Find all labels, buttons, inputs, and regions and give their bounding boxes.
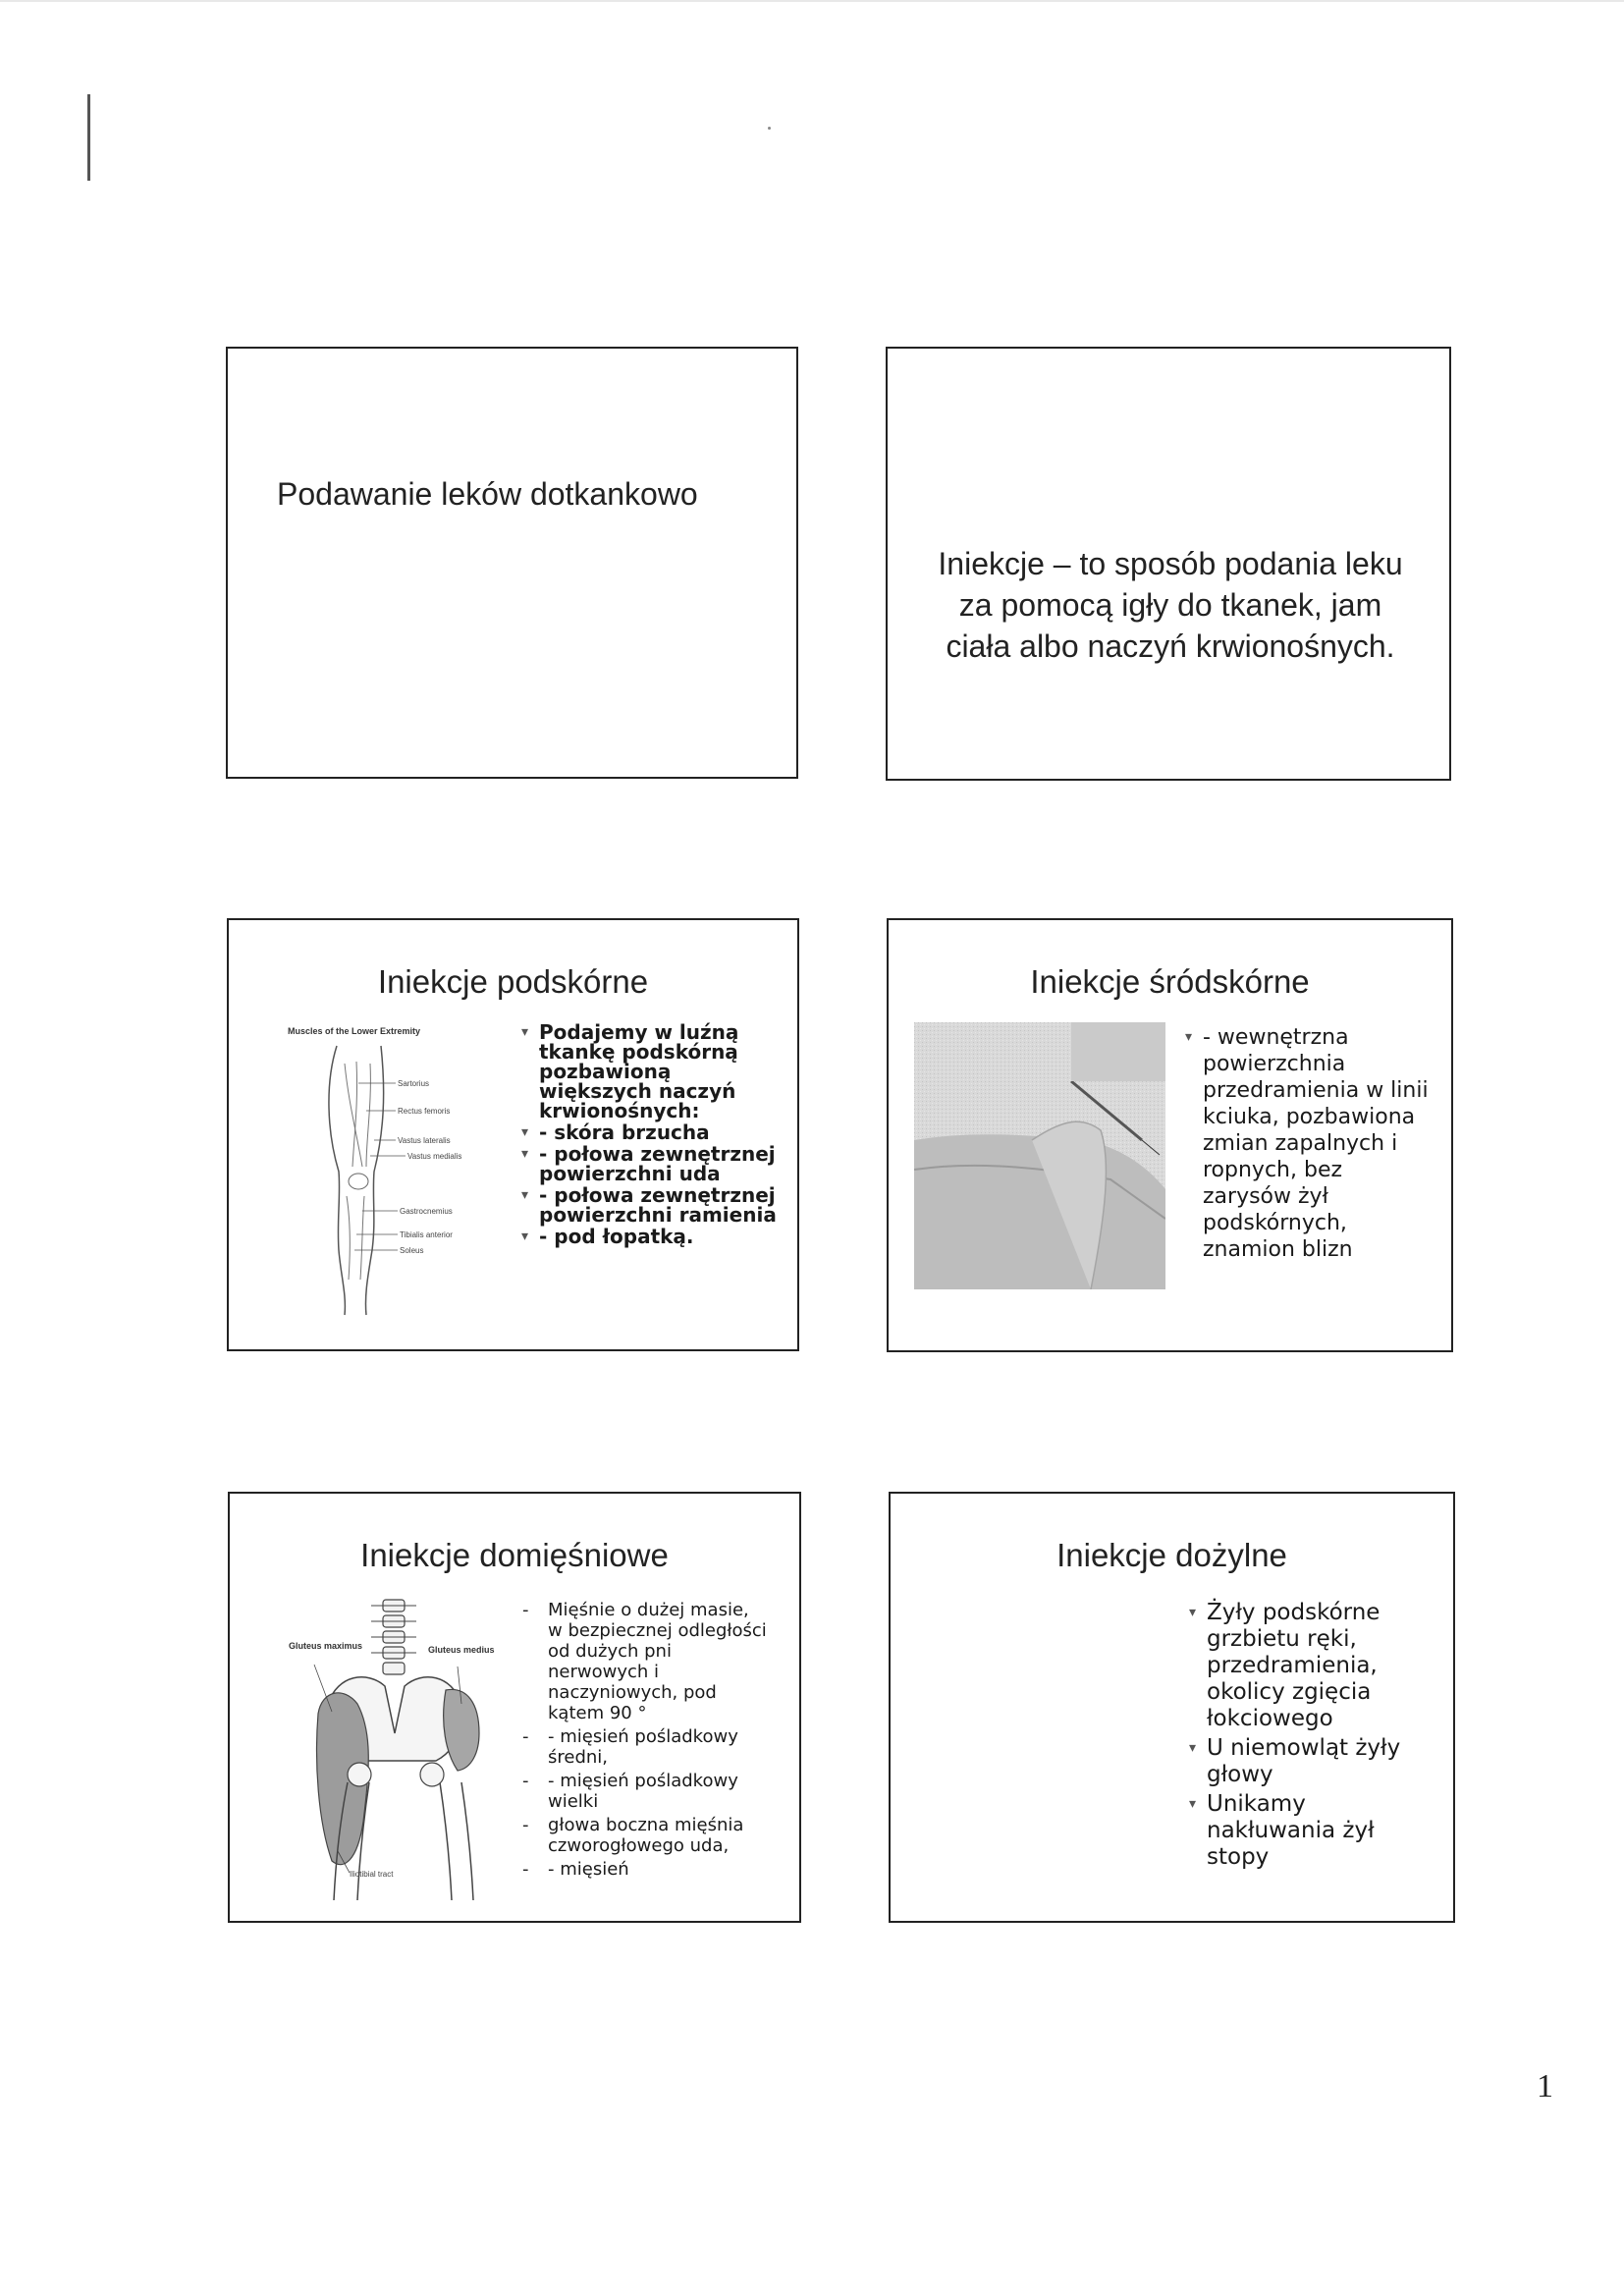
list-item: - - mięsień bbox=[522, 1859, 629, 1880]
slide-title: Iniekcje podskórne bbox=[377, 963, 649, 1000]
list-item: ▾ U niemowląt żyły głowy bbox=[1189, 1735, 1401, 1787]
list-item: ▾ Żyły podskórne grzbietu ręki, przedramienia, okolicy zgięcia łokciowego bbox=[1189, 1600, 1380, 1731]
list-item: ▾ Unikamy nakłuwania żył stopy bbox=[1189, 1791, 1375, 1870]
label-gluteus-maximus: Gluteus maximus bbox=[289, 1641, 363, 1651]
intradermal-injection-photo bbox=[914, 1022, 1165, 1289]
list-item: - - mięsień pośladkowy średni, bbox=[522, 1726, 738, 1768]
bullet-marker-icon: ▾ bbox=[1189, 1740, 1197, 1756]
dash-marker-icon: - bbox=[522, 1771, 529, 1791]
bullet-marker-icon: ▾ bbox=[1189, 1605, 1197, 1620]
bullet-marker-icon: ▾ bbox=[521, 1146, 529, 1162]
bullet-list bbox=[521, 1022, 777, 1248]
page-number: 1 bbox=[1537, 2068, 1553, 2104]
bullet-marker-icon: ▾ bbox=[1185, 1029, 1193, 1045]
scan-artifact-dot bbox=[768, 127, 771, 130]
scan-top-edge bbox=[0, 0, 1624, 2]
label-vastus-lateralis: Vastus lateralis bbox=[398, 1136, 451, 1145]
dash-marker-icon: - bbox=[522, 1600, 529, 1620]
slide-4 bbox=[887, 918, 1453, 1352]
dash-marker-icon: - bbox=[522, 1815, 529, 1835]
bullet-marker-icon: ▾ bbox=[521, 1024, 529, 1040]
slide-title: Podawanie leków dotkankowo bbox=[277, 476, 698, 512]
list-item: - Mięśnie o dużej masie, w bezpiecznej odległości od dużych pni nerwowych i naczyniowych, pod kątem 90 ° bbox=[522, 1600, 767, 1723]
bullet-marker-icon: ▾ bbox=[1189, 1796, 1197, 1812]
label-gastrocnemius: Gastrocnemius bbox=[400, 1207, 453, 1216]
scan-artifact-mark bbox=[87, 94, 90, 181]
bullet-marker-icon: ▾ bbox=[521, 1187, 529, 1203]
dash-marker-icon: - bbox=[522, 1859, 529, 1880]
label-vastus-medialis: Vastus medialis bbox=[407, 1152, 462, 1161]
list-item: ▾ - pod łopatką. bbox=[521, 1225, 694, 1248]
list-item: ▾ - połowa zewnętrznej powierzchni uda bbox=[521, 1142, 776, 1185]
label-soleus: Soleus bbox=[400, 1246, 424, 1255]
label-gluteus-medius: Gluteus medius bbox=[428, 1645, 495, 1655]
bullet-marker-icon: ▾ bbox=[521, 1124, 529, 1140]
bullet-list bbox=[1189, 1600, 1435, 1874]
bullet-list bbox=[1185, 1024, 1431, 1263]
bullet-list bbox=[522, 1600, 768, 1883]
slide-3 bbox=[227, 918, 799, 1351]
list-item: ▾ - skóra brzucha bbox=[521, 1120, 710, 1144]
slide-6 bbox=[889, 1492, 1455, 1923]
slide-title: Iniekcje domięśniowe bbox=[360, 1537, 669, 1573]
list-item: ▾ - połowa zewnętrznej powierzchni ramienia bbox=[521, 1183, 777, 1227]
label-sartorius: Sartorius bbox=[398, 1079, 430, 1088]
label-rectus-femoris: Rectus femoris bbox=[398, 1107, 451, 1116]
label-tibialis-anterior: Tibialis anterior bbox=[400, 1230, 453, 1239]
gluteal-muscles-figure bbox=[289, 1596, 505, 1900]
list-item: - - mięsień pośladkowy wielki bbox=[522, 1771, 738, 1812]
list-item: ▾ Podajemy w luźną tkankę podskórną pozbawioną większych naczyń krwionośnych: bbox=[521, 1020, 739, 1122]
slide-2 bbox=[886, 347, 1451, 781]
dash-marker-icon: - bbox=[522, 1726, 529, 1747]
list-item: ▾ - wewnętrzna powierzchnia przedramienia w linii kciuka, pozbawiona zmian zapalnych i ropnych, bez zarysów żył podskórnych, znamion blizn bbox=[1185, 1025, 1429, 1262]
slide-title: Iniekcje dożylne bbox=[1056, 1537, 1287, 1573]
figure-title: Muscles of the Lower Extremity bbox=[288, 1026, 421, 1036]
leg-muscles-figure bbox=[288, 1024, 464, 1319]
slide-title: Iniekcje śródskórne bbox=[1030, 963, 1310, 1000]
slide-1 bbox=[226, 347, 798, 779]
list-item: - głowa boczna mięśnia czworogłowego uda, bbox=[522, 1815, 744, 1856]
label-iliotibial-tract: Iliotibial tract bbox=[350, 1870, 394, 1879]
slide-body-text: Iniekcje – to sposób podania leku za pomocą igły do tkanek, jam ciała albo naczyń krwionośnych. bbox=[938, 546, 1403, 664]
bullet-marker-icon: ▾ bbox=[521, 1229, 529, 1244]
slide-5 bbox=[228, 1492, 801, 1923]
